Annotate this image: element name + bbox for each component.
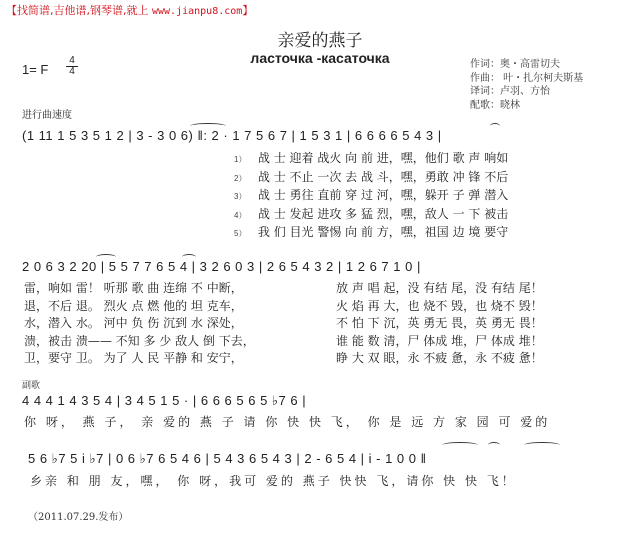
credit-arranger: 配歌：晓林 <box>470 99 520 111</box>
slur-mark <box>524 442 560 448</box>
verse-3-end: 不 怕 下 沉，英 勇无 畏，英 勇无 畏！ <box>336 316 543 330</box>
verse-2-end: 火 焰 再 大，也 烧不 毁，也 烧不 毁！ <box>336 298 543 313</box>
lyrics-line-3: 你 呀， 燕 子， 亲 爱的 燕 子 请 你 快 快 飞， 你 是 远 方 家 园 可 爱的 <box>24 415 551 429</box>
key-signature: 1= F <box>22 62 49 77</box>
score-line-2: 2 0 6 3 2 20 | 5 5 7 7 6 5 4 | 3 2 6 0 3 | 2 6 5 4 3 2 | 1 2 6 7 1 0 | <box>22 259 421 274</box>
verse-number: 5） <box>234 229 247 238</box>
verse-text: 战 士 不止 一次 去 战 斗，嘿，勇敢 冲 锋 不后 <box>257 169 509 184</box>
verse-3 <box>234 187 508 206</box>
site-banner[interactable] <box>6 2 253 18</box>
verse-number: 4） <box>234 210 247 220</box>
verse-3-cont: 水，潜入 水。 河中 负 伤 沉到 水 深处， <box>24 316 243 330</box>
slur-mark <box>488 442 500 448</box>
verse-2-cont: 退，不后 退。 烈火 点 燃 他的 坦 克车， <box>24 298 243 313</box>
score-line-1: (1 11 1 5 3 5 1 2 | 3 - 3 0 6) ‖: 2 · 1 7 5 6 7 | 1 5 3 1 | 6 6 6 6 5 4 3 | <box>22 128 442 143</box>
refrain-label: 副歌 <box>22 381 41 391</box>
verses-line-2-right <box>336 280 543 368</box>
verses-line-2-left <box>24 280 255 368</box>
tempo-marking: 进行曲速度 <box>22 110 72 121</box>
score-line-4: 5 6 ♭7 5 i ♭7 | 0 6 ♭7 6 5 4 6 | 5 4 3 6 5 4 3 | 2 - 6 5 4 | i - 1 0 0 ‖ <box>28 451 427 466</box>
verse-text: 战 士 发起 进攻 多 猛 烈，嘿，敌人 一 下 被击 <box>257 206 509 221</box>
verse-number: 1） <box>234 155 247 164</box>
verse-4 <box>234 206 508 225</box>
banner-text: 【找简谱,吉他谱,钢琴谱,就上 <box>6 4 152 17</box>
slur-mark <box>490 123 500 129</box>
time-signature-top: 4 <box>66 56 78 67</box>
song-title: 亲爱的燕子 <box>277 31 363 51</box>
verses-line-1 <box>234 150 508 243</box>
time-signature <box>66 56 78 77</box>
verse-1 <box>234 150 508 169</box>
credit-lyricist: 作词：奥・高雷切夫 <box>470 59 560 70</box>
verse-4-end: 谁 能 数 清，尸 体成 堆，尸 体成 堆！ <box>336 333 543 348</box>
verse-5 <box>234 224 508 243</box>
lyrics-line-4: 乡亲 和 朋 友，嘿， 你 呀，我可 爱的 燕子 快快 飞，请你 快 快 飞！ <box>30 474 517 488</box>
banner-close: 】 <box>242 4 254 17</box>
slur-mark <box>442 442 478 448</box>
verse-2 <box>234 169 508 188</box>
verse-number: 3） <box>234 192 247 201</box>
verse-5-cont: 卫，要守 卫。 为了 人 民 平静 和 安宁， <box>24 351 243 365</box>
verse-text: 战 士 勇往 直前 穿 过 河，嘿，躲开 子 弹 潜入 <box>257 188 509 202</box>
verse-5-end: 睁 大 双 眼，永 不疲 惫，永 不疲 惫！ <box>336 351 543 365</box>
score-line-3: 4 4 4 1 4 3 5 4 | 3 4 5 1 5 · | 6 6 6 5 6 5 ♭7 6 | <box>22 393 307 408</box>
verse-text: 我 们 目光 警惕 向 前 方，嘿，祖国 边 境 要守 <box>257 225 509 239</box>
verse-1-end: 放 声 唱 起，没 有结 尾，没 有结 尾！ <box>336 281 543 295</box>
time-signature-bottom: 4 <box>69 66 75 77</box>
banner-url-link[interactable]: www.jianpu8.com <box>152 6 243 17</box>
publish-date: （2011.07.29.发布） <box>28 512 129 523</box>
verse-1-cont: 雷，响如 雷！ 听那 歌 曲 连绵 不 中断， <box>24 281 243 295</box>
credits-block <box>470 58 583 112</box>
verse-text: 战 士 迎着 战火 向 前 进，嘿，他们 歌 声 响如 <box>257 151 509 165</box>
verse-number: 2） <box>234 173 247 183</box>
credit-composer: 作曲： 叶・扎尔柯夫斯基 <box>470 72 584 84</box>
credit-translator: 译词：卢羽、方怡 <box>470 86 550 97</box>
song-subtitle: ласточка -касаточка <box>250 50 390 66</box>
verse-4-cont: 溃，被击 溃—— 不知 多 少 敌人 倒 下去， <box>24 333 255 348</box>
